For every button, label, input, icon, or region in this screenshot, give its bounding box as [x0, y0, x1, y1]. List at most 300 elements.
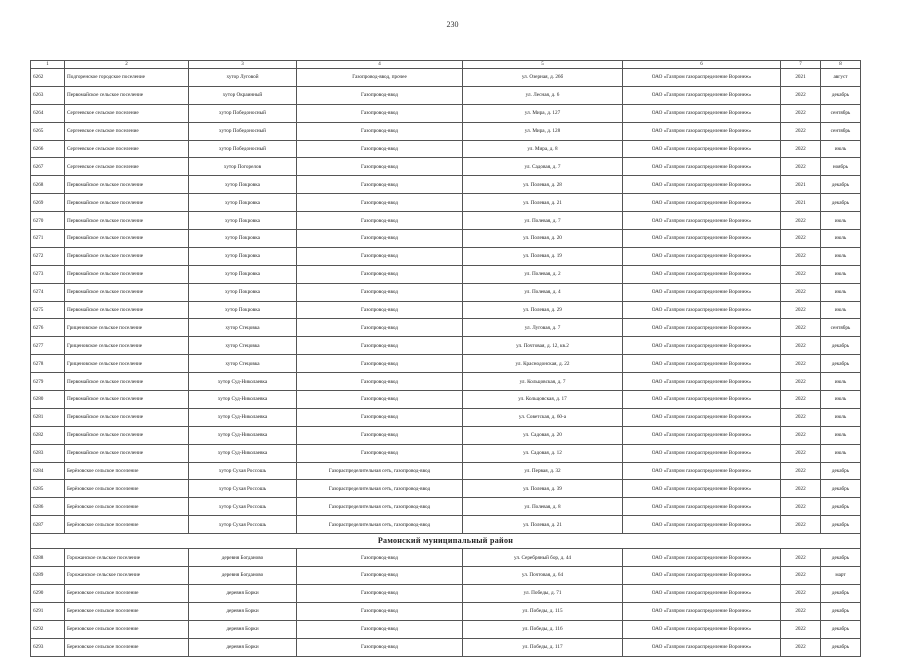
year-cell: 2022 [781, 638, 821, 656]
year-cell: 2022 [781, 373, 821, 391]
address-cell: ул. Серебряный бор, д. 44 [463, 549, 623, 567]
locality-cell: хутор Суд-Николаевка [189, 444, 297, 462]
settlement-cell: Первомайское сельское поселение [65, 444, 189, 462]
table-row [31, 265, 861, 283]
object-type-cell: Газопровод-ввод [297, 212, 463, 230]
address-cell: ул. Садовая, д. 12 [463, 444, 623, 462]
locality-cell: хутор Покровка [189, 230, 297, 248]
owner-cell: ОАО «Газпром газораспределение Воронеж» [623, 319, 781, 337]
address-cell: ул. Полевая, д. 21 [463, 194, 623, 212]
table-body-part1 [31, 69, 861, 534]
month-cell: июль [821, 230, 861, 248]
address-cell: ул. Садовая, д. 20 [463, 426, 623, 444]
owner-cell: ОАО «Газпром газораспределение Воронеж» [623, 444, 781, 462]
year-cell: 2022 [781, 391, 821, 409]
month-cell: июль [821, 426, 861, 444]
year-cell: 2022 [781, 319, 821, 337]
owner-cell: ОАО «Газпром газораспределение Воронеж» [623, 638, 781, 656]
settlement-cell: Березовское сельское поселение [65, 620, 189, 638]
owner-cell: ОАО «Газпром газораспределение Воронеж» [623, 86, 781, 104]
year-cell: 2022 [781, 498, 821, 516]
table-row [31, 301, 861, 319]
object-type-cell: Газопровод-ввод [297, 373, 463, 391]
year-cell: 2022 [781, 212, 821, 230]
locality-cell: деревня Богданово [189, 567, 297, 585]
locality-cell: хутор Сухая Россошь [189, 516, 297, 534]
object-type-cell: Газопровод-ввод [297, 638, 463, 656]
object-type-cell: Газопровод-ввод [297, 567, 463, 585]
month-cell: декабрь [821, 516, 861, 534]
object-type-cell: Газопровод-ввод [297, 391, 463, 409]
locality-cell: хутор Победоносный [189, 140, 297, 158]
year-cell: 2022 [781, 408, 821, 426]
month-cell: сентябрь [821, 122, 861, 140]
column-number: 3 [189, 61, 297, 69]
month-cell: декабрь [821, 480, 861, 498]
owner-cell: ОАО «Газпром газораспределение Воронеж» [623, 567, 781, 585]
owner-cell: ОАО «Газпром газораспределение Воронеж» [623, 122, 781, 140]
settlement-cell: Березовское сельское поселение [65, 602, 189, 620]
settlement-cell: Горожанское сельское поселение [65, 549, 189, 567]
locality-cell: хутор Покровка [189, 247, 297, 265]
table-row [31, 391, 861, 409]
table-row [31, 247, 861, 265]
owner-cell: ОАО «Газпром газораспределение Воронеж» [623, 69, 781, 87]
year-cell: 2022 [781, 247, 821, 265]
locality-cell: хутор Покровка [189, 265, 297, 283]
table-row [31, 176, 861, 194]
table-row [31, 549, 861, 567]
settlement-cell: Гриценовское сельское поселение [65, 319, 189, 337]
address-cell: ул. Мира, д. 127 [463, 104, 623, 122]
settlement-cell: Гриценовское сельское поселение [65, 337, 189, 355]
settlement-cell: Первомайское сельское поселение [65, 391, 189, 409]
object-type-cell: Газопровод-ввод [297, 337, 463, 355]
locality-cell: хутор Покровка [189, 176, 297, 194]
settlement-cell: Берёзовское сельское поселение [65, 480, 189, 498]
year-cell: 2022 [781, 301, 821, 319]
owner-cell: ОАО «Газпром газораспределение Воронеж» [623, 480, 781, 498]
locality-cell: хутор Сухая Россошь [189, 498, 297, 516]
address-cell: ул. Лесная, д. 6 [463, 86, 623, 104]
table-row [31, 480, 861, 498]
column-number: 6 [623, 61, 781, 69]
row-number: 6273 [31, 265, 65, 283]
owner-cell: ОАО «Газпром газораспределение Воронеж» [623, 516, 781, 534]
object-type-cell: Газопровод-ввод [297, 408, 463, 426]
settlement-cell: Первомайское сельское поселение [65, 426, 189, 444]
settlement-cell: Первомайское сельское поселение [65, 408, 189, 426]
owner-cell: ОАО «Газпром газораспределение Воронеж» [623, 230, 781, 248]
object-type-cell: Газопровод-ввод, прочее [297, 69, 463, 87]
locality-cell: хутор Суд-Николаевка [189, 391, 297, 409]
table-row [31, 212, 861, 230]
year-cell: 2022 [781, 265, 821, 283]
settlement-cell: Сергеевское сельское поселение [65, 122, 189, 140]
owner-cell: ОАО «Газпром газораспределение Воронеж» [623, 212, 781, 230]
year-cell: 2022 [781, 567, 821, 585]
year-cell: 2022 [781, 140, 821, 158]
object-type-cell: Газораспределительная сеть, газопровод-ввод [297, 480, 463, 498]
table-row [31, 194, 861, 212]
owner-cell: ОАО «Газпром газораспределение Воронеж» [623, 140, 781, 158]
row-number: 6272 [31, 247, 65, 265]
table-row [31, 283, 861, 301]
row-number: 6274 [31, 283, 65, 301]
month-cell: август [821, 69, 861, 87]
month-cell: июль [821, 408, 861, 426]
column-number: 5 [463, 61, 623, 69]
object-type-cell: Газопровод-ввод [297, 176, 463, 194]
page-number: 230 [446, 20, 459, 29]
gas-registry-table [30, 60, 861, 657]
address-cell: ул. Полевая, д. 19 [463, 247, 623, 265]
row-number: 6289 [31, 567, 65, 585]
row-number: 6263 [31, 86, 65, 104]
owner-cell: ОАО «Газпром газораспределение Воронеж» [623, 426, 781, 444]
object-type-cell: Газопровод-ввод [297, 140, 463, 158]
address-cell: ул. Победы, д. 117 [463, 638, 623, 656]
address-cell: ул. Кольцовская, д. 17 [463, 391, 623, 409]
month-cell: декабрь [821, 86, 861, 104]
table-row [31, 584, 861, 602]
row-number: 6268 [31, 176, 65, 194]
month-cell: июль [821, 140, 861, 158]
settlement-cell: Первомайское сельское поселение [65, 283, 189, 301]
settlement-cell: Берёзовское сельское поселение [65, 462, 189, 480]
year-cell: 2022 [781, 104, 821, 122]
owner-cell: ОАО «Газпром газораспределение Воронеж» [623, 247, 781, 265]
year-cell: 2022 [781, 283, 821, 301]
row-number: 6275 [31, 301, 65, 319]
address-cell: ул. Полевая, д. 28 [463, 176, 623, 194]
year-cell: 2021 [781, 176, 821, 194]
row-number: 6270 [31, 212, 65, 230]
settlement-cell: Первомайское сельское поселение [65, 176, 189, 194]
settlement-cell: Первомайское сельское поселение [65, 230, 189, 248]
address-cell: ул. Полевая, д. 4 [463, 283, 623, 301]
row-number: 6269 [31, 194, 65, 212]
column-number: 2 [65, 61, 189, 69]
year-cell: 2021 [781, 69, 821, 87]
year-cell: 2021 [781, 194, 821, 212]
row-number: 6292 [31, 620, 65, 638]
object-type-cell: Газопровод-ввод [297, 122, 463, 140]
address-cell: ул. Советская, д. 60-а [463, 408, 623, 426]
row-number: 6266 [31, 140, 65, 158]
owner-cell: ОАО «Газпром газораспределение Воронеж» [623, 391, 781, 409]
row-number: 6291 [31, 602, 65, 620]
address-cell: ул. Победы, д. 71 [463, 584, 623, 602]
address-cell: ул. Полевая, д. 8 [463, 498, 623, 516]
month-cell: сентябрь [821, 319, 861, 337]
locality-cell: хутор Суд-Николаевка [189, 426, 297, 444]
locality-cell: хутор Суд-Николаевка [189, 408, 297, 426]
section-header-row [31, 534, 861, 549]
settlement-cell: Первомайское сельское поселение [65, 194, 189, 212]
year-cell: 2022 [781, 620, 821, 638]
column-number-row [31, 61, 861, 69]
owner-cell: ОАО «Газпром газораспределение Воронеж» [623, 462, 781, 480]
section-header-group [31, 534, 861, 549]
year-cell: 2022 [781, 480, 821, 498]
row-number: 6286 [31, 498, 65, 516]
locality-cell: хутор Победоносный [189, 104, 297, 122]
month-cell: декабрь [821, 638, 861, 656]
locality-cell: хутор Стецовка [189, 319, 297, 337]
table-row [31, 408, 861, 426]
row-number: 6279 [31, 373, 65, 391]
address-cell: ул. Полевая, д. 21 [463, 516, 623, 534]
owner-cell: ОАО «Газпром газораспределение Воронеж» [623, 498, 781, 516]
settlement-cell: Горожанское сельское поселение [65, 567, 189, 585]
object-type-cell: Газопровод-ввод [297, 355, 463, 373]
address-cell: ул. Садовая, д. 7 [463, 158, 623, 176]
locality-cell: хутор Погорелов [189, 158, 297, 176]
address-cell: ул. Полевая, д. 7 [463, 212, 623, 230]
object-type-cell: Газопровод-ввод [297, 86, 463, 104]
locality-cell: хутор Суд-Николаевка [189, 373, 297, 391]
owner-cell: ОАО «Газпром газораспределение Воронеж» [623, 620, 781, 638]
address-cell: ул. Полевая, д. 20 [463, 230, 623, 248]
locality-cell: хутор Окраинный [189, 86, 297, 104]
year-cell: 2022 [781, 462, 821, 480]
owner-cell: ОАО «Газпром газораспределение Воронеж» [623, 584, 781, 602]
locality-cell: хутор Сухая Россошь [189, 462, 297, 480]
year-cell: 2022 [781, 516, 821, 534]
owner-cell: ОАО «Газпром газораспределение Воронеж» [623, 301, 781, 319]
year-cell: 2022 [781, 86, 821, 104]
year-cell: 2022 [781, 355, 821, 373]
table-row [31, 230, 861, 248]
settlement-cell: Первомайское сельское поселение [65, 86, 189, 104]
month-cell: ноябрь [821, 158, 861, 176]
month-cell: июль [821, 247, 861, 265]
locality-cell: хутор Стецовка [189, 355, 297, 373]
settlement-cell: Сергеевское сельское поселение [65, 158, 189, 176]
locality-cell: хутор Сухая Россошь [189, 480, 297, 498]
locality-cell: хутор Покровка [189, 301, 297, 319]
month-cell: декабрь [821, 194, 861, 212]
month-cell: июль [821, 283, 861, 301]
owner-cell: ОАО «Газпром газораспределение Воронеж» [623, 176, 781, 194]
row-number: 6262 [31, 69, 65, 87]
month-cell: декабрь [821, 462, 861, 480]
month-cell: июль [821, 444, 861, 462]
owner-cell: ОАО «Газпром газораспределение Воронеж» [623, 549, 781, 567]
owner-cell: ОАО «Газпром газораспределение Воронеж» [623, 283, 781, 301]
locality-cell: деревня Борки [189, 584, 297, 602]
settlement-cell: Первомайское сельское поселение [65, 301, 189, 319]
row-number: 6265 [31, 122, 65, 140]
column-number: 1 [31, 61, 65, 69]
table-row [31, 498, 861, 516]
column-number: 4 [297, 61, 463, 69]
address-cell: ул. Полевая, д. 29 [463, 301, 623, 319]
column-number: 8 [821, 61, 861, 69]
address-cell: ул. Озерная, д. 26б [463, 69, 623, 87]
row-number: 6271 [31, 230, 65, 248]
row-number: 6284 [31, 462, 65, 480]
month-cell: декабрь [821, 620, 861, 638]
locality-cell: хутор Покровка [189, 212, 297, 230]
address-cell: ул. Почтовая, д. 12, кв.2 [463, 337, 623, 355]
table-row [31, 426, 861, 444]
table-row [31, 462, 861, 480]
table-row [31, 69, 861, 87]
row-number: 6264 [31, 104, 65, 122]
settlement-cell: Березовское сельское поселение [65, 584, 189, 602]
table-row [31, 319, 861, 337]
year-cell: 2022 [781, 584, 821, 602]
locality-cell: хутор Стецовка [189, 337, 297, 355]
table-row [31, 337, 861, 355]
address-cell: ул. Победы, д. 115 [463, 602, 623, 620]
table-row [31, 86, 861, 104]
year-cell: 2022 [781, 230, 821, 248]
owner-cell: ОАО «Газпром газораспределение Воронеж» [623, 104, 781, 122]
object-type-cell: Газопровод-ввод [297, 247, 463, 265]
row-number: 6267 [31, 158, 65, 176]
year-cell: 2022 [781, 426, 821, 444]
table-row [31, 567, 861, 585]
locality-cell: хутор Покровка [189, 194, 297, 212]
owner-cell: ОАО «Газпром газораспределение Воронеж» [623, 158, 781, 176]
address-cell: ул. Луговая, д. 7 [463, 319, 623, 337]
month-cell: декабрь [821, 337, 861, 355]
object-type-cell: Газопровод-ввод [297, 444, 463, 462]
locality-cell: хутор Луговой [189, 69, 297, 87]
locality-cell: деревня Борки [189, 602, 297, 620]
table-row [31, 516, 861, 534]
table-row [31, 140, 861, 158]
settlement-cell: Сергеевское сельское поселение [65, 140, 189, 158]
table-row [31, 373, 861, 391]
owner-cell: ОАО «Газпром газораспределение Воронеж» [623, 373, 781, 391]
settlement-cell: Первомайское сельское поселение [65, 265, 189, 283]
table-row [31, 355, 861, 373]
table-row [31, 620, 861, 638]
settlement-cell: Первомайское сельское поселение [65, 247, 189, 265]
address-cell: ул. Мира, д. 8 [463, 140, 623, 158]
row-number: 6287 [31, 516, 65, 534]
month-cell: июль [821, 301, 861, 319]
row-number: 6276 [31, 319, 65, 337]
address-cell: ул. Первая, д. 32 [463, 462, 623, 480]
year-cell: 2022 [781, 158, 821, 176]
table-row [31, 602, 861, 620]
table-row [31, 444, 861, 462]
owner-cell: ОАО «Газпром газораспределение Воронеж» [623, 265, 781, 283]
owner-cell: ОАО «Газпром газораспределение Воронеж» [623, 194, 781, 212]
year-cell: 2022 [781, 444, 821, 462]
settlement-cell: Первомайское сельское поселение [65, 212, 189, 230]
object-type-cell: Газораспределительная сеть, газопровод-ввод [297, 462, 463, 480]
row-number: 6293 [31, 638, 65, 656]
address-cell: ул. Победы, д. 116 [463, 620, 623, 638]
address-cell: ул. Полевая, д. 2 [463, 265, 623, 283]
month-cell: июль [821, 265, 861, 283]
address-cell: ул. Мира, д. 128 [463, 122, 623, 140]
object-type-cell: Газопровод-ввод [297, 319, 463, 337]
month-cell: март [821, 567, 861, 585]
month-cell: декабрь [821, 584, 861, 602]
object-type-cell: Газопровод-ввод [297, 602, 463, 620]
object-type-cell: Газопровод-ввод [297, 158, 463, 176]
object-type-cell: Газопровод-ввод [297, 283, 463, 301]
object-type-cell: Газораспределительная сеть, газопровод-ввод [297, 498, 463, 516]
year-cell: 2022 [781, 602, 821, 620]
owner-cell: ОАО «Газпром газораспределение Воронеж» [623, 355, 781, 373]
locality-cell: хутор Покровка [189, 283, 297, 301]
locality-cell: хутор Победоносный [189, 122, 297, 140]
settlement-cell: Сергеевское сельское поселение [65, 104, 189, 122]
month-cell: декабрь [821, 498, 861, 516]
year-cell: 2022 [781, 122, 821, 140]
object-type-cell: Газопровод-ввод [297, 549, 463, 567]
row-number: 6288 [31, 549, 65, 567]
object-type-cell: Газопровод-ввод [297, 265, 463, 283]
locality-cell: деревня Борки [189, 620, 297, 638]
row-number: 6282 [31, 426, 65, 444]
owner-cell: ОАО «Газпром газораспределение Воронеж» [623, 602, 781, 620]
object-type-cell: Газопровод-ввод [297, 301, 463, 319]
month-cell: декабрь [821, 176, 861, 194]
column-number: 7 [781, 61, 821, 69]
object-type-cell: Газопровод-ввод [297, 230, 463, 248]
row-number: 6290 [31, 584, 65, 602]
locality-cell: деревня Борки [189, 638, 297, 656]
settlement-cell: Подгоренское городское поселение [65, 69, 189, 87]
month-cell: декабрь [821, 355, 861, 373]
settlement-cell: Берёзовское сельское поселение [65, 498, 189, 516]
object-type-cell: Газопровод-ввод [297, 584, 463, 602]
table-row [31, 158, 861, 176]
month-cell: декабрь [821, 549, 861, 567]
object-type-cell: Газопровод-ввод [297, 194, 463, 212]
address-cell: ул. Кольцовская, д. 7 [463, 373, 623, 391]
row-number: 6281 [31, 408, 65, 426]
month-cell: сентябрь [821, 104, 861, 122]
year-cell: 2022 [781, 549, 821, 567]
settlement-cell: Первомайское сельское поселение [65, 373, 189, 391]
settlement-cell: Березовское сельское поселение [65, 638, 189, 656]
month-cell: декабрь [821, 602, 861, 620]
section-title: Рамонский муниципальный район [31, 534, 861, 549]
table-row [31, 638, 861, 656]
month-cell: июль [821, 212, 861, 230]
month-cell: июль [821, 391, 861, 409]
table-row [31, 104, 861, 122]
object-type-cell: Газораспределительная сеть, газопровод-ввод [297, 516, 463, 534]
row-number: 6277 [31, 337, 65, 355]
owner-cell: ОАО «Газпром газораспределение Воронеж» [623, 408, 781, 426]
row-number: 6283 [31, 444, 65, 462]
address-cell: ул. Полевая, д. 39 [463, 480, 623, 498]
locality-cell: деревня Богданово [189, 549, 297, 567]
object-type-cell: Газопровод-ввод [297, 104, 463, 122]
row-number: 6278 [31, 355, 65, 373]
settlement-cell: Берёзовское сельское поселение [65, 516, 189, 534]
address-cell: ул. Почтовая, д. 64 [463, 567, 623, 585]
row-number: 6280 [31, 391, 65, 409]
table-row [31, 122, 861, 140]
object-type-cell: Газопровод-ввод [297, 620, 463, 638]
month-cell: июль [821, 373, 861, 391]
row-number: 6285 [31, 480, 65, 498]
owner-cell: ОАО «Газпром газораспределение Воронеж» [623, 337, 781, 355]
year-cell: 2022 [781, 337, 821, 355]
